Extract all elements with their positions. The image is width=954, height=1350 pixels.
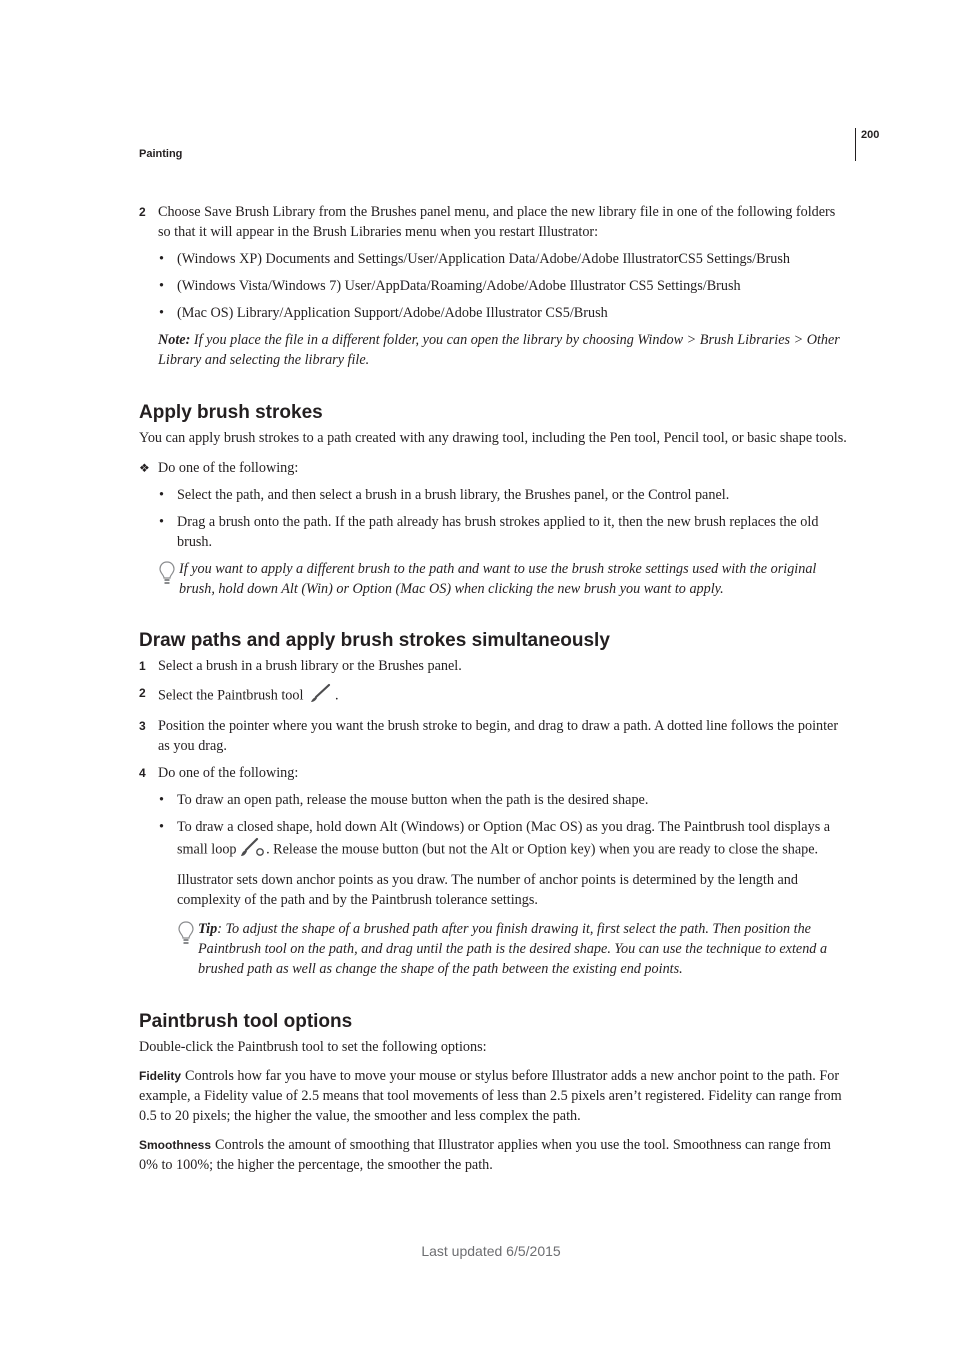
option-term: Fidelity [139,1069,182,1083]
bullet-item [139,485,849,505]
step-number: 3 [139,719,146,733]
page-content [139,202,849,1182]
section-body: You can apply brush strokes to a path created with any drawing tool, including the Pen tool, Pencil tool, or basic shape tools. [139,430,847,446]
step-text: Position the pointer where you want the brush stroke to begin, and drag to draw a path. A dotted line follows the pointer as you drag. [158,718,839,754]
footer [0,1241,954,1261]
step-number: 2 [139,686,146,700]
bullet-text: To draw a closed shape, hold down Alt (Windows) or Option (Mac OS) as you drag. The Paintbrush tool displays a small loop [177,819,831,858]
running-head: Painting [139,148,183,160]
heading-paintbrush-options: Paintbrush tool options [139,1011,353,1032]
tip-text: : To adjust the shape of a brushed path after you finish drawing it, first select the path. Then position the Paintbrush tool on the path, and drag until the path is the desired shape. You can use the technique to extend a brushed path as well as change the shape of the path between the existing end points. [198,921,828,977]
tip [139,559,849,599]
action-text: Do one of the following: [158,460,299,476]
step-text: Do one of the following: [158,765,299,781]
bullet-text: Select the path, and then select a brush in a brush library, the Brushes panel, or the Control panel. [177,487,730,503]
option-description: Controls the amount of smoothing that Illustrator applies when you use the tool. Smoothness can range from 0% to 100%; the higher the percentage, the smoother the path. [139,1137,831,1173]
step-2 [139,683,849,709]
bullet-dot: • [159,251,164,267]
section-body: Double-click the Paintbrush tool to set the following options: [139,1039,487,1055]
tip-text: If you want to apply a different brush to the path and want to use the brush stroke settings used with the original brush, hold down Alt (Win) or Option (Mac OS) when clicking the new brush you want to apply. [179,561,817,597]
step-1 [139,656,849,676]
bullet-text-end: . Release the mouse button (but not the Alt or Option key) when you are ready to close the shape. [266,841,819,858]
note-label: Note: [158,332,191,348]
step-number: 1 [139,659,146,673]
heading-draw-paths: Draw paths and apply brush strokes simultaneously [139,630,610,651]
bullet-text: To draw an open path, release the mouse button when the path is the desired shape. [177,792,649,808]
bullet-text: (Mac OS) Library/Application Support/Adobe/Adobe Illustrator CS5/Brush [177,305,608,321]
action-item [139,458,849,478]
bullet-item [139,512,849,552]
bullet-dot: • [159,487,164,503]
lightbulb-icon [177,919,195,953]
note [139,330,849,370]
page-number-rule [855,128,856,161]
bullet-dot: • [159,792,164,808]
bullet-text: Drag a brush onto the path. If the path already has brush strokes applied to it, then the new brush replaces the old brush. [177,514,819,550]
bullet-item [139,276,849,296]
diamond-marker: ❖ [139,461,150,475]
tip-label: Tip [198,921,218,937]
bullet-item [139,817,849,863]
option-term: Smoothness [139,1138,212,1152]
step-number: 4 [139,766,146,780]
option-fidelity [139,1066,849,1126]
bullet-dot: • [159,305,164,321]
bullet-item [139,790,849,810]
tip [139,919,849,979]
step-number: 2 [139,205,146,219]
bullet-text: (Windows Vista/Windows 7) User/AppData/Roaming/Adobe/Adobe Illustrator CS5 Settings/Brush [177,278,741,294]
paintbrush-loop-icon [240,837,266,863]
bullet-item [139,303,849,323]
lightbulb-icon [158,559,176,593]
step-text: Choose Save Brush Library from the Brushes panel menu, and place the new library file in one of the following folders so that it will appear in the Brush Libraries menu when you restart Illustrator: [158,204,836,240]
last-updated: Last updated 6/5/2015 [421,1243,561,1259]
step-text-end: . [334,687,339,704]
option-smoothness [139,1135,849,1175]
anchor-points-paragraph: Illustrator sets down anchor points as you draw. The number of anchor points is determined by the length and complexity of the path and by the Paintbrush tolerance settings. [177,872,798,908]
bullet-text: (Windows XP) Documents and Settings/User/Application Data/Adobe/Adobe IllustratorCS5 Settings/Brush [177,251,790,267]
option-description: Controls how far you have to move your mouse or stylus before Illustrator adds a new anchor point to the path. For example, a Fidelity value of 2.5 means that tool movements of less than 2.5 pixels aren’t registered. Fidelity can range from 0.5 to 20 pixels; the higher the value, the smoother and less complex the path. [139,1068,842,1124]
bullet-dot: • [159,278,164,294]
paintbrush-tool-icon [307,683,335,709]
bullet-dot: • [159,514,164,530]
note-text: If you place the file in a different folder, you can open the library by choosing Window > Brush Libraries > Other Library and selecting the library file. [158,332,840,368]
step-2 [139,202,849,242]
bullet-dot: • [159,819,164,835]
step-4 [139,763,849,783]
step-3 [139,716,849,756]
heading-apply-brush-strokes: Apply brush strokes [139,402,323,423]
page-number: 200 [861,129,880,141]
step-text: Select a brush in a brush library or the Brushes panel. [158,658,462,674]
step-text: Select the Paintbrush tool [158,687,307,704]
bullet-item [139,249,849,269]
